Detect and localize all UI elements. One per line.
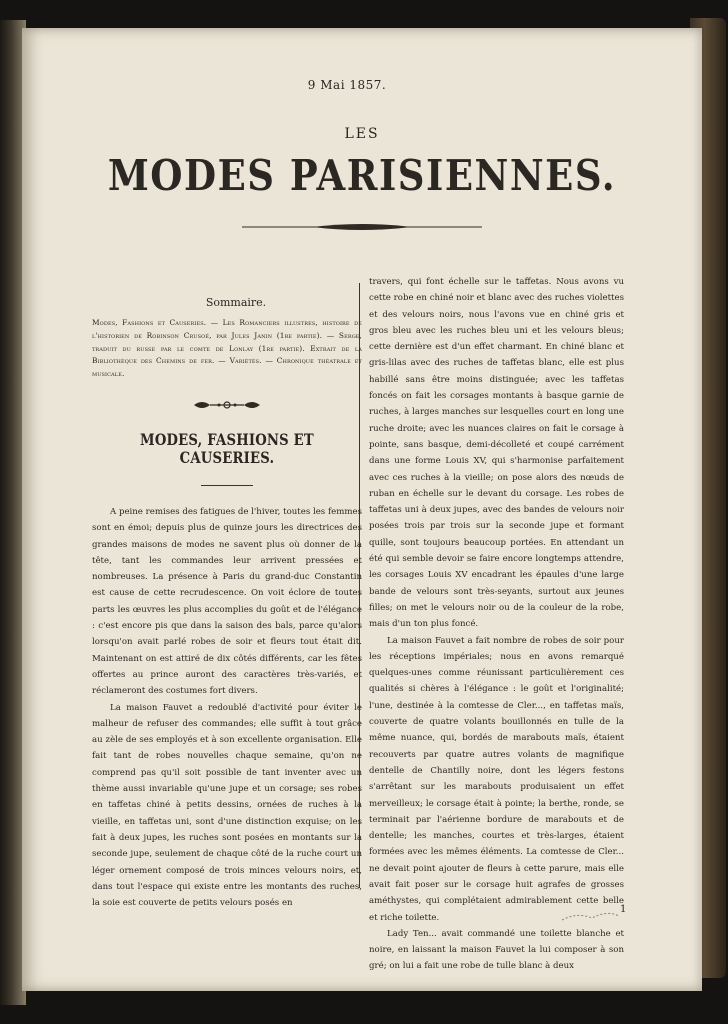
issue-date: 9 Mai 1857. bbox=[307, 78, 387, 92]
section-title: MODES, FASHIONS ET CAUSERIES. bbox=[140, 431, 314, 468]
title-article: LES bbox=[344, 126, 380, 142]
sommaire-text: Modes, Fashions et Causeries. — Les Romanciers illustres, histoire de l'historien de Robinson Crusoé, par Jules Janin (1re partie). — Serge, traduit du russe par le comte de Lonlay (1re partie). Extrait de la Bibliothèque des Chemins de fer. — Variétés. — Chronique théatrale et musicale. bbox=[92, 318, 362, 379]
library-stamp-mark bbox=[557, 906, 627, 926]
journal-page bbox=[22, 28, 702, 991]
left-column bbox=[92, 288, 362, 911]
section-rule bbox=[201, 485, 253, 486]
paragraph: A peine remises des fatigues de l'hiver, toutes les femmes sont en émoi; depuis plus de quinze jours les directrices des grandes maisons de modes ne savent plus où donner de la tête, tant les commandes leur arrivent pressées et nombreuses. La présence à Paris du grand-duc Constantin est cause de cette recrudescence. On voit éclore de toutes parts les œuvres les plus accomplies du goût et de l'élégance : c'est encore pis que dans la saison des bals, parce qu'alors lorsqu'on avait parlé robes de soir et fleurs tout était dit. Maintenant on est attiré de dix côtés différents, car les fêtes offertes au prince auront des caractères très-variés, et réclameront des costumes fort divers. bbox=[92, 506, 363, 697]
paragraph: La maison Fauvet a redoublé d'activité pour éviter le malheur de refuser des commandes; elle suffit à tout grâce au zèle de ses employés et à son excellente organisation. Elle fait tant de robes nouvelles chaque semaine, qu'on ne comprend pas qu'il soit possible de tant inventer avec un thème aussi invariable qu'une jupe et un corsage; ses robes en taffetas chiné à petits dessins, ornées de ruches à la vieille, en taffetas uni, sont d'une distinction exquise; on les fait à deux jupes, les ruches sont posées en montants sur la seconde jupe, seulement de chaque côté de la ruche court un léger ornement composé de trois minces velours noirs, et, dans tout l'espace qui existe entre les montants des ruches, la soie est couverte de petits velours posés en bbox=[92, 702, 362, 909]
journal-title: MODES PARISIENNES. bbox=[107, 149, 617, 201]
sommaire-heading: Sommaire. bbox=[205, 296, 267, 309]
title-ornament-rule bbox=[242, 221, 482, 233]
paragraph: travers, qui font échelle sur le taffetas. Nous avons vu cette robe en chiné noir et blanc avec des ruches violettes et des velours noirs, nous l'avons vue en chiné gris et gros bleu avec les ruches bleu uni et les velours bleus; cette dernière est d'un effet charmant. En chiné blanc et gris-lilas avec des ruches de taffetas blanc, elle est plus habillé sans être moins distinguée; avec les taffetas foncés on fait les corsages montants à basque garnie de ruches, à larges manches sur lesquelles court en long une ruche droite; avec les nuances claires on fait le corsage à pointe, sans basque, demi-décolleté et coupé carrément dans une forme Louis XV, qui s'harmonise parfaitement avec ces ruches à la vieille; on pose alors des nœuds de ruban en échelle sur le devant du corsage. Les robes de taffetas uni à deux jupes, avec des bandes de velours noir posées trois par trois sur la seconde jupe et formant quille, sont toujours beaucoup portées. En attendant un été qui semble devoir se faire encore longtemps attendre, les corsages Louis XV encadrant les épaules d'une large bande de velours sont très-seyants, surtout aux jeunes filles; on met le velours noir ou de la couleur de la robe, mais d'un ton plus foncé. bbox=[369, 277, 624, 630]
ornament-divider bbox=[192, 399, 262, 411]
paragraph: Lady Ten... avait commandé une toilette blanche et noire, en laissant la maison Fauvet la lui composer à son gré; on lui a fait une robe de tulle blanc à deux bbox=[369, 928, 624, 972]
paragraph: La maison Fauvet a fait nombre de robes de soir pour les réceptions impériales; nous en avons remarqué quelques-unes comme réunissant particulièrement ces qualités si chères à l'élégance : le goût et l'originalité; l'une, destinée à la comtesse de Cler..., en taffetas maïs, couverte de quatre volants bouillonnés en tulle de la même nuance, qui, bordés de marabouts maïs, étaient recouverts par quatre autres volants de magnifique dentelle de Chantilly noire, dont les légers festons s'arrêtant sur les marabouts produisaient un effet merveilleux; le corsage était à pointe; la berthe, ronde, se terminait par l'aérienne bordure de marabouts et de dentelle; les manches, courtes et très-larges, étaient formées avec les mêmes éléments. La comtesse de Cler... ne devait point ajouter de fleurs à cette parure, mais elle avait fait poser sur le corsage huit agrafes de grosses améthystes, qui complétaient admirablement cette belle et riche toilette. bbox=[369, 635, 624, 923]
right-column bbox=[369, 274, 627, 975]
page-marker: 1 bbox=[620, 904, 627, 915]
